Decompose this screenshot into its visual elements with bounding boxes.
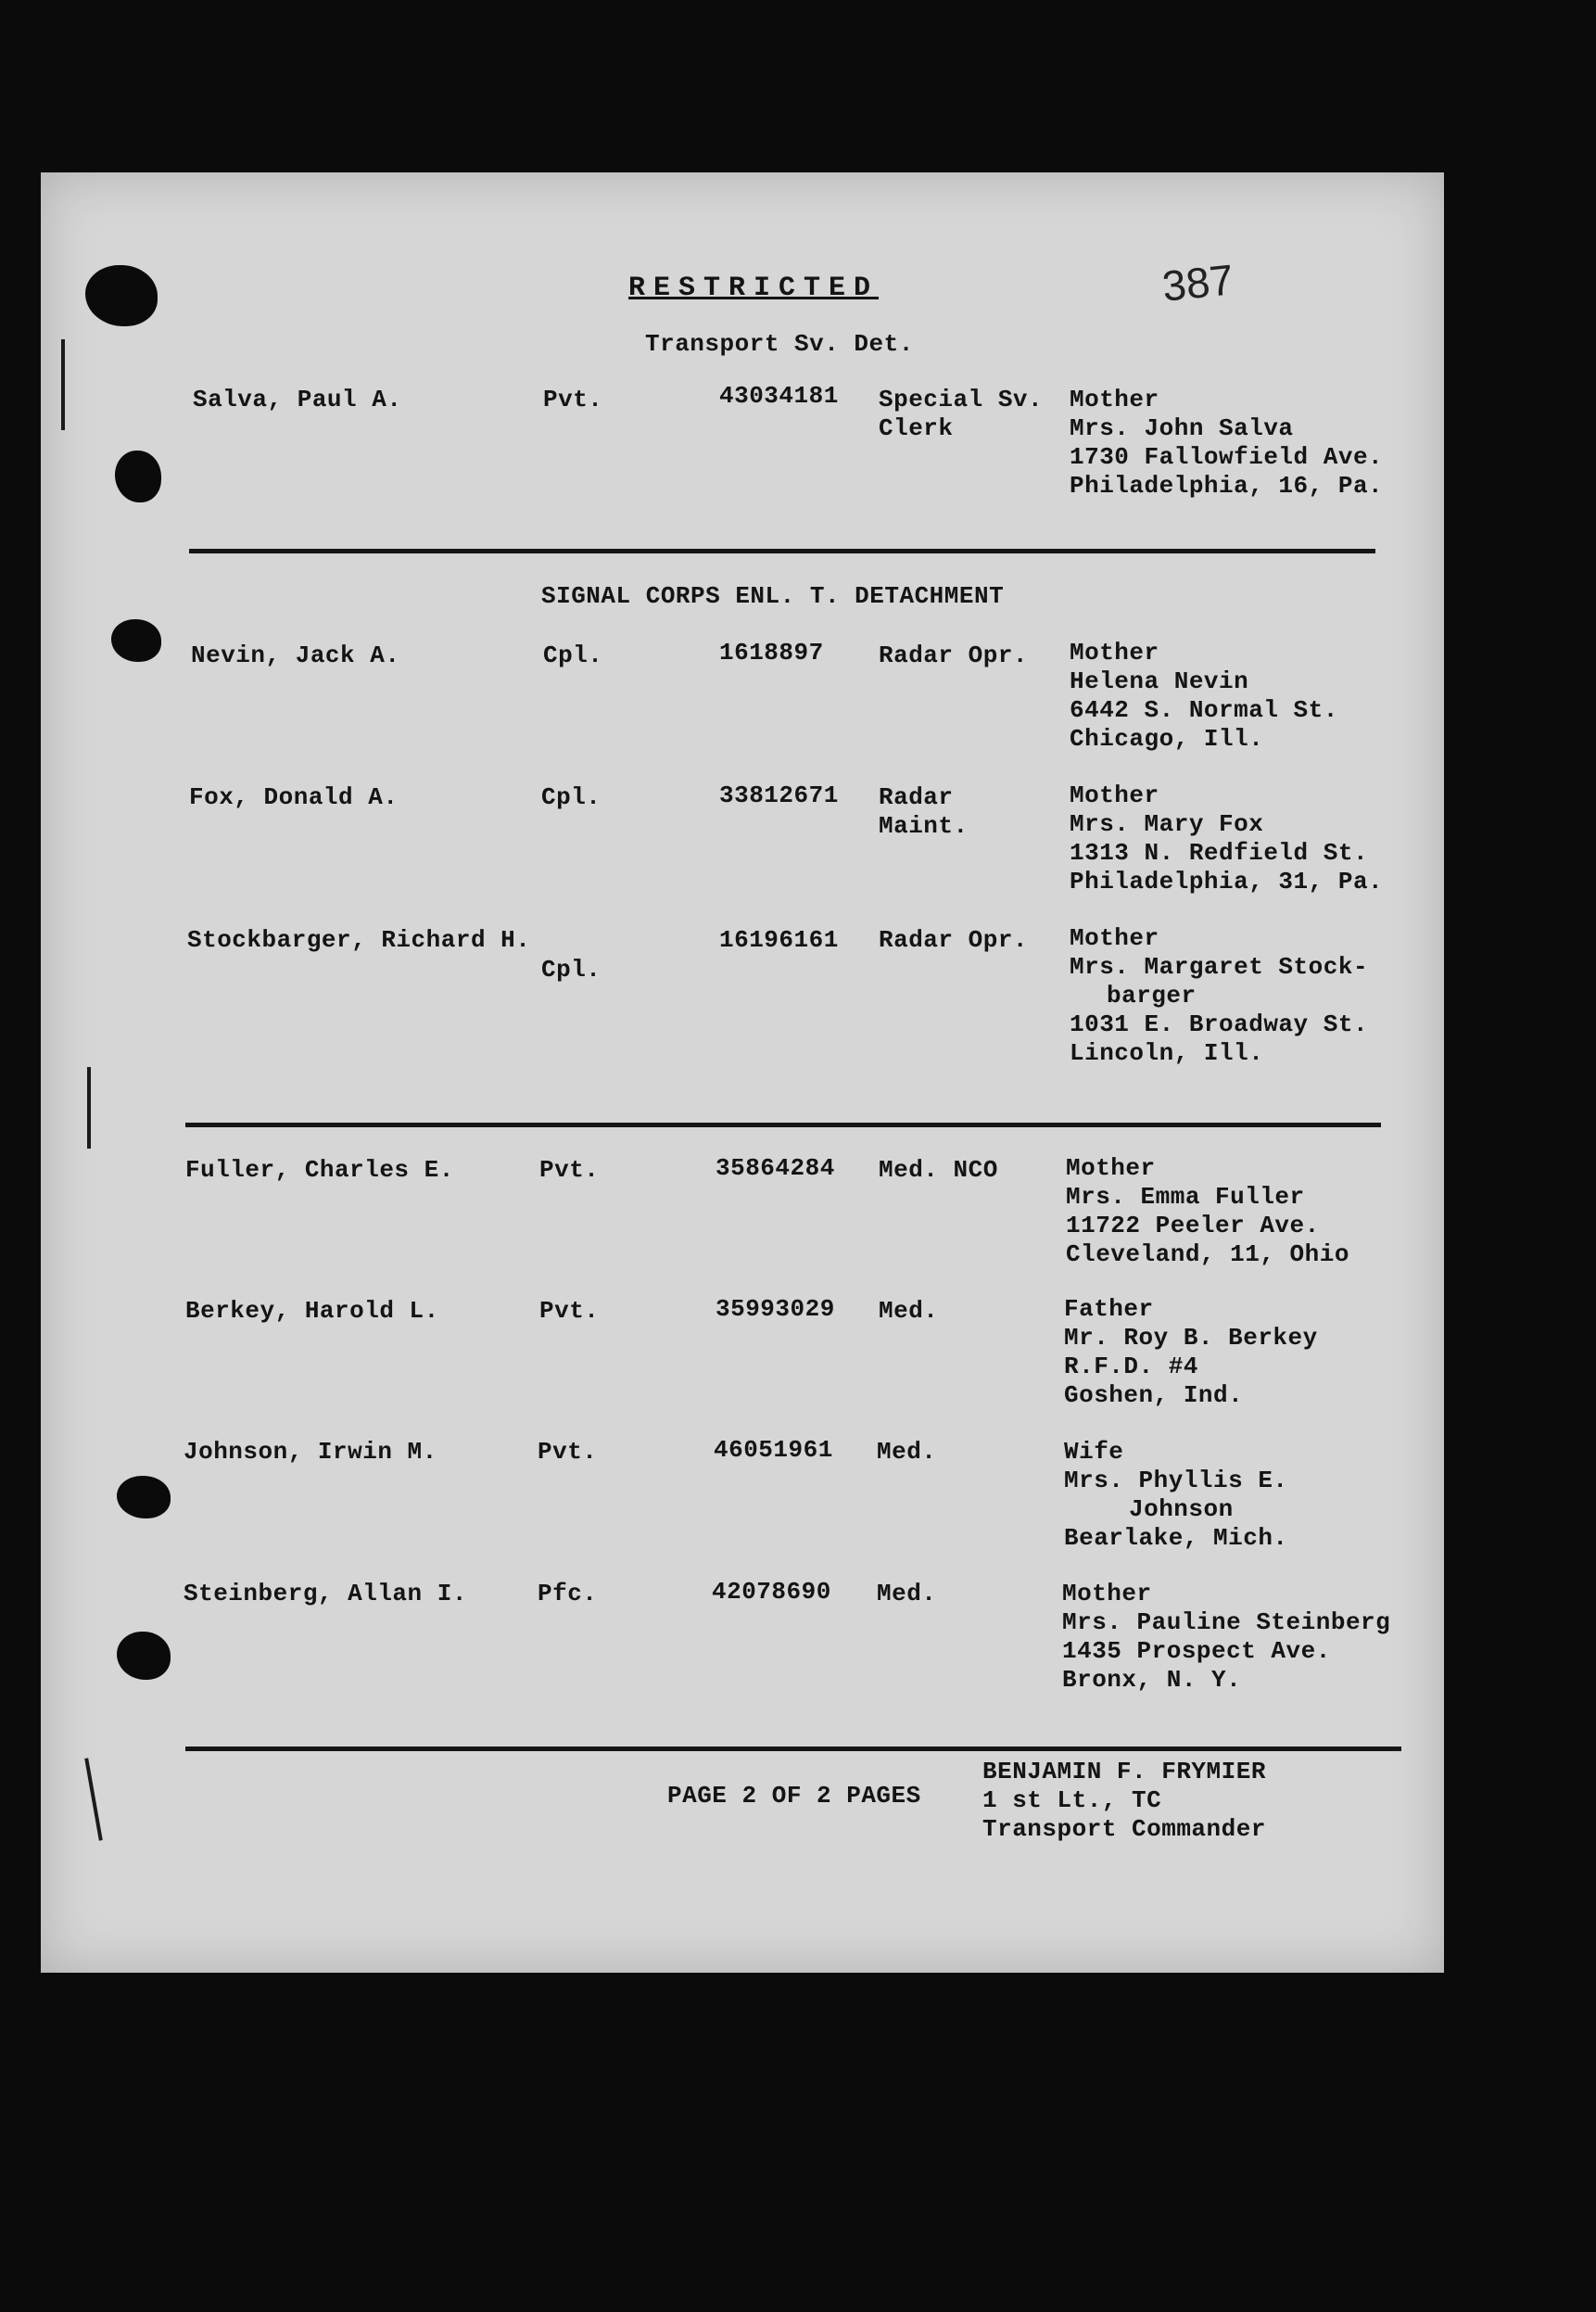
entry-rank: Pvt. xyxy=(539,1297,600,1325)
entry-contact: Mother xyxy=(1070,639,1159,667)
divider-line xyxy=(189,549,1375,553)
staple-mark xyxy=(61,339,65,430)
entry-contact: Philadelphia, 31, Pa. xyxy=(1070,868,1384,896)
entry-duty: Med. xyxy=(877,1438,937,1466)
entry-duty: Maint. xyxy=(879,812,969,840)
section-title: SIGNAL CORPS ENL. T. DETACHMENT xyxy=(541,582,1005,610)
entry-rank: Cpl. xyxy=(541,783,602,811)
entry-contact: R.F.D. #4 xyxy=(1064,1353,1198,1380)
entry-contact: Mrs. Pauline Steinberg xyxy=(1062,1608,1391,1636)
entry-contact: Mother xyxy=(1070,781,1159,809)
entry-duty: Clerk xyxy=(879,414,954,442)
document-page xyxy=(41,172,1444,1973)
entry-serial: 33812671 xyxy=(719,781,839,809)
entry-name: Nevin, Jack A. xyxy=(191,642,400,669)
punch-hole xyxy=(111,619,161,662)
entry-contact: Philadelphia, 16, Pa. xyxy=(1070,472,1384,500)
entry-contact: Chicago, Ill. xyxy=(1070,725,1264,753)
punch-hole xyxy=(85,265,158,326)
entry-serial: 35864284 xyxy=(716,1154,835,1182)
entry-name: Fox, Donald A. xyxy=(189,783,399,811)
punch-hole xyxy=(117,1632,171,1680)
entry-duty: Med. NCO xyxy=(879,1156,998,1184)
entry-name: Fuller, Charles E. xyxy=(185,1156,454,1184)
entry-contact: 1313 N. Redfield St. xyxy=(1070,839,1369,867)
entry-contact: Lincoln, Ill. xyxy=(1070,1039,1264,1067)
entry-contact: Mrs. Mary Fox xyxy=(1070,810,1264,838)
entry-contact: Mother xyxy=(1070,386,1159,413)
punch-hole xyxy=(115,451,161,502)
entry-serial: 16196161 xyxy=(719,926,839,954)
entry-contact: Bronx, N. Y. xyxy=(1062,1666,1242,1694)
entry-serial: 1618897 xyxy=(719,639,824,667)
entry-contact: Helena Nevin xyxy=(1070,667,1249,695)
entry-contact: Mother xyxy=(1070,924,1159,952)
entry-contact: Father xyxy=(1064,1295,1154,1323)
entry-serial: 46051961 xyxy=(714,1436,833,1464)
entry-duty: Special Sv. xyxy=(879,386,1044,413)
entry-duty: Radar Opr. xyxy=(879,642,1029,669)
staple-mark xyxy=(87,1067,91,1149)
entry-contact: Bearlake, Mich. xyxy=(1064,1524,1288,1552)
entry-duty: Med. xyxy=(879,1297,939,1325)
entry-contact: Mother xyxy=(1066,1154,1156,1182)
entry-name: Berkey, Harold L. xyxy=(185,1297,439,1325)
signature-title: Transport Commander xyxy=(982,1815,1266,1843)
entry-name: Salva, Paul A. xyxy=(193,386,402,413)
entry-contact: barger xyxy=(1107,982,1197,1010)
page-count-label: PAGE 2 OF 2 PAGES xyxy=(667,1782,921,1810)
entry-name: Stockbarger, Richard H. xyxy=(187,926,531,954)
unit-heading: Transport Sv. Det. xyxy=(645,330,914,358)
entry-contact: 6442 S. Normal St. xyxy=(1070,696,1338,724)
entry-contact: Mother xyxy=(1062,1580,1152,1607)
entry-contact: 1031 E. Broadway St. xyxy=(1070,1010,1369,1038)
entry-rank: Pfc. xyxy=(538,1580,598,1607)
entry-serial: 42078690 xyxy=(712,1578,831,1606)
entry-rank: Pvt. xyxy=(543,386,603,413)
staple-mark xyxy=(84,1758,103,1840)
entry-contact: 1435 Prospect Ave. xyxy=(1062,1637,1331,1665)
entry-name: Steinberg, Allan I. xyxy=(184,1580,467,1607)
entry-rank: Cpl. xyxy=(543,642,603,669)
entry-rank: Pvt. xyxy=(538,1438,598,1466)
entry-contact: Johnson xyxy=(1129,1495,1234,1523)
entry-duty: Med. xyxy=(877,1580,937,1607)
page-number: 387 xyxy=(1159,255,1236,311)
classification-heading: RESTRICTED xyxy=(628,273,880,304)
entry-contact: Wife xyxy=(1064,1438,1124,1466)
signature-name: BENJAMIN F. FRYMIER xyxy=(982,1758,1266,1785)
entry-contact: Mrs. John Salva xyxy=(1070,414,1294,442)
entry-duty: Radar xyxy=(879,783,954,811)
entry-contact: Mrs. Margaret Stock- xyxy=(1070,953,1369,981)
entry-contact: Mr. Roy B. Berkey xyxy=(1064,1324,1318,1352)
divider-line xyxy=(185,1747,1401,1751)
punch-hole xyxy=(117,1476,171,1518)
divider-line xyxy=(185,1123,1381,1127)
entry-duty: Radar Opr. xyxy=(879,926,1029,954)
entry-rank: Pvt. xyxy=(539,1156,600,1184)
entry-contact: 1730 Fallowfield Ave. xyxy=(1070,443,1384,471)
signature-rank: 1 st Lt., TC xyxy=(982,1786,1162,1814)
entry-serial: 35993029 xyxy=(716,1295,835,1323)
entry-contact: Mrs. Phyllis E. xyxy=(1064,1467,1288,1494)
entry-name: Johnson, Irwin M. xyxy=(184,1438,437,1466)
entry-rank: Cpl. xyxy=(541,956,602,984)
entry-contact: 11722 Peeler Ave. xyxy=(1066,1212,1320,1239)
entry-contact: Cleveland, 11, Ohio xyxy=(1066,1240,1349,1268)
entry-contact: Mrs. Emma Fuller xyxy=(1066,1183,1305,1211)
entry-serial: 43034181 xyxy=(719,382,839,410)
entry-contact: Goshen, Ind. xyxy=(1064,1381,1244,1409)
